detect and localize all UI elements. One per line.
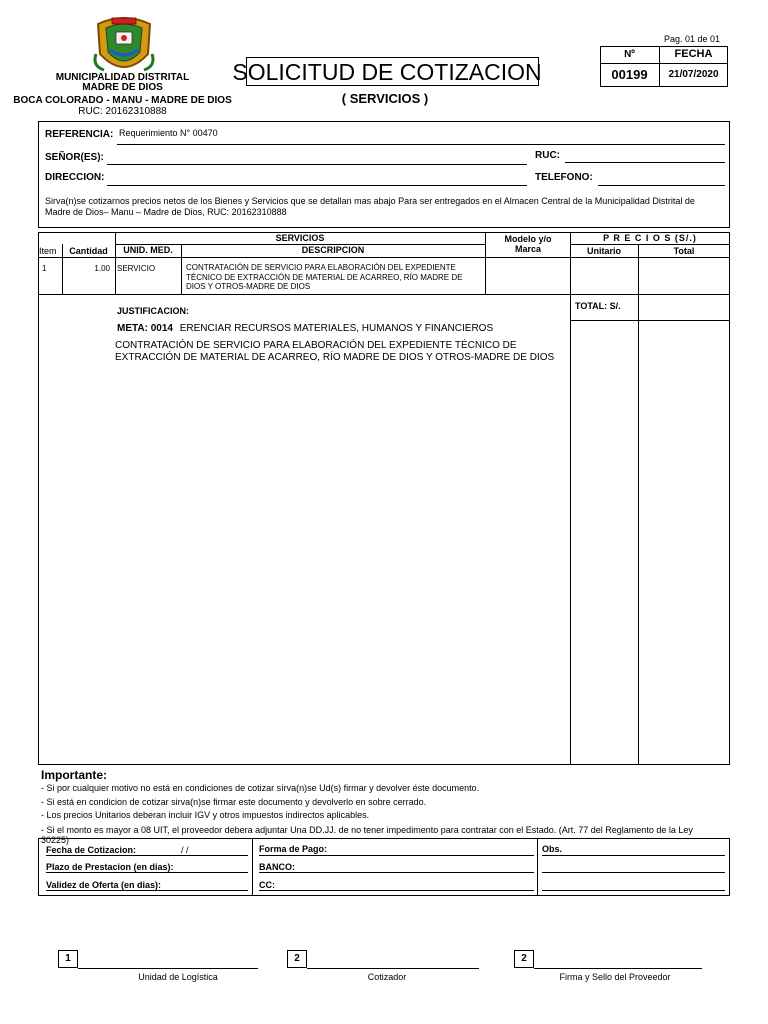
plazo-field[interactable] <box>46 872 248 873</box>
fecha-cot-field[interactable] <box>46 855 248 856</box>
plazo-label: Plazo de Prestacion (en dias): <box>46 862 174 872</box>
signature-number: 1 <box>58 950 78 968</box>
validez-label: Validez de Oferta (en dias): <box>46 880 162 890</box>
obs-field-3[interactable] <box>542 890 725 891</box>
col-descripcion: DESCRIPCION <box>301 245 365 255</box>
ruc-label: RUC: <box>535 150 560 161</box>
col-total: Total <box>673 246 695 256</box>
meta-value: ERENCIAR RECURSOS MATERIALES, HUMANOS Y FINANCIEROS <box>179 323 494 334</box>
important-line: - Los precios Unitarios deberan incluir IGV y otros impuestos indirectos aplicables. <box>41 810 370 820</box>
signature-number: 2 <box>514 950 534 968</box>
justification-label: JUSTIFICACION: <box>117 306 189 316</box>
banco-label: BANCO: <box>259 862 295 872</box>
important-list <box>41 782 721 845</box>
cc-label: CC: <box>259 880 275 890</box>
request-date: 21/07/2020 <box>668 69 719 80</box>
org-name: MUNICIPALIDAD DISTRITAL <box>55 72 190 83</box>
page-number: Pag. 01 de 01 <box>664 34 721 44</box>
obs-field-2[interactable] <box>542 872 725 873</box>
page-title: SOLICITUD DE COTIZACION <box>232 59 542 85</box>
validez-field[interactable] <box>46 890 248 891</box>
number-label: Nº <box>624 49 635 60</box>
signature-label: Unidad de Logística <box>138 972 218 982</box>
forma-pago-field[interactable] <box>259 855 534 856</box>
col-cantidad: Cantidad <box>69 246 108 256</box>
org-region: MADRE DE DIOS <box>82 82 163 93</box>
banco-field[interactable] <box>259 872 534 873</box>
meta-label: META: 0014 <box>117 323 173 334</box>
col-modelo: Modelo y/o Marca <box>504 234 552 254</box>
justification-text: CONTRATACIÓN DE SERVICIO PARA ELABORACIÓN DEL EXPEDIENTE TÉCNICO DE EXTRACCIÓN DE MATERIAL DE ACARREO, RÍO MADRE DE DIOS Y OTROS-MADRE DE DIOS <box>115 340 555 363</box>
signature-label: Firma y Sello del Proveedor <box>559 972 671 982</box>
fecha-cot-value: / / <box>181 845 189 855</box>
servicios-group-header: SERVICIOS <box>275 233 325 243</box>
obs-label: Obs. <box>542 844 563 854</box>
telefono-label: TELEFONO: <box>535 172 593 183</box>
row-item: 1 <box>42 264 47 273</box>
forma-pago-label: Forma de Pago: <box>259 844 328 854</box>
telefono-field[interactable] <box>598 185 725 186</box>
org-ruc: RUC: 20162310888 <box>78 106 167 117</box>
referencia-label: REFERENCIA: <box>45 129 114 140</box>
total-label: TOTAL: S/. <box>575 301 621 311</box>
cc-field[interactable] <box>259 890 534 891</box>
signature-number: 2 <box>287 950 307 968</box>
org-address: BOCA COLORADO - MANU - MADRE DE DIOS <box>13 95 232 106</box>
important-title: Importante: <box>41 768 107 782</box>
request-number: 00199 <box>611 67 648 82</box>
municipal-seal <box>90 14 158 78</box>
precios-group-header: P R E C I O S (S/.) <box>603 233 697 243</box>
obs-field-1[interactable] <box>542 855 725 856</box>
row-unid: SERVICIO <box>117 264 156 273</box>
signature-line[interactable] <box>534 968 702 969</box>
row-cantidad: 1.00 <box>94 264 110 273</box>
col-unid: UNID. MED. <box>123 245 173 255</box>
date-label: FECHA <box>674 48 713 60</box>
signature-line[interactable] <box>307 968 479 969</box>
senor-label: SEÑOR(ES): <box>45 152 104 163</box>
important-line: - Si por cualquier motivo no está en condiciones de cotizar sírva(n)se Ud(s) firmar y devolver éste documento. <box>41 783 480 793</box>
col-unitario: Unitario <box>586 246 621 256</box>
important-line: - Si el monto es mayor a 08 UIT, el proveedor debera adjuntar Una DD.JJ. de no tener impedimento para contratar con el Estado. (Art. 77 del Reglamento de la Ley 30225) <box>41 824 693 845</box>
important-line: - Si está en condicion de cotizar sirva(n)se firmar este documento y devolverlo en sobre cerrado. <box>41 796 427 807</box>
col-item: Item <box>39 246 57 256</box>
row-descripcion: CONTRATACIÓN DE SERVICIO PARA ELABORACIÓN DEL EXPEDIENTE TÉCNICO DE EXTRACCIÓN DE MATERIAL DE ACARREO, RÍO MADRE DE DIOS Y OTROS-MADRE DE DIOS <box>186 263 463 291</box>
intro-text: Sirva(n)se cotizarnos precios netos de los Bienes y Servicios que se detallan mas abajo Para ser entregados en el Almacen Central de la Municipalidad Distrital de Madre de Dios– Manu – Madre de Dios, RUC: 20162310888 <box>45 196 695 217</box>
page-subtitle: ( SERVICIOS ) <box>341 91 429 106</box>
direccion-label: DIRECCION: <box>45 172 105 183</box>
referencia-value: Requerimiento N° 00470 <box>119 128 218 138</box>
ruc-field[interactable] <box>565 162 725 163</box>
signature-label: Cotizador <box>367 972 407 982</box>
direccion-field[interactable] <box>107 185 527 186</box>
signature-line[interactable] <box>78 968 258 969</box>
fecha-cot-label: Fecha de Cotizacion: <box>46 845 137 855</box>
senor-field[interactable] <box>107 164 527 165</box>
